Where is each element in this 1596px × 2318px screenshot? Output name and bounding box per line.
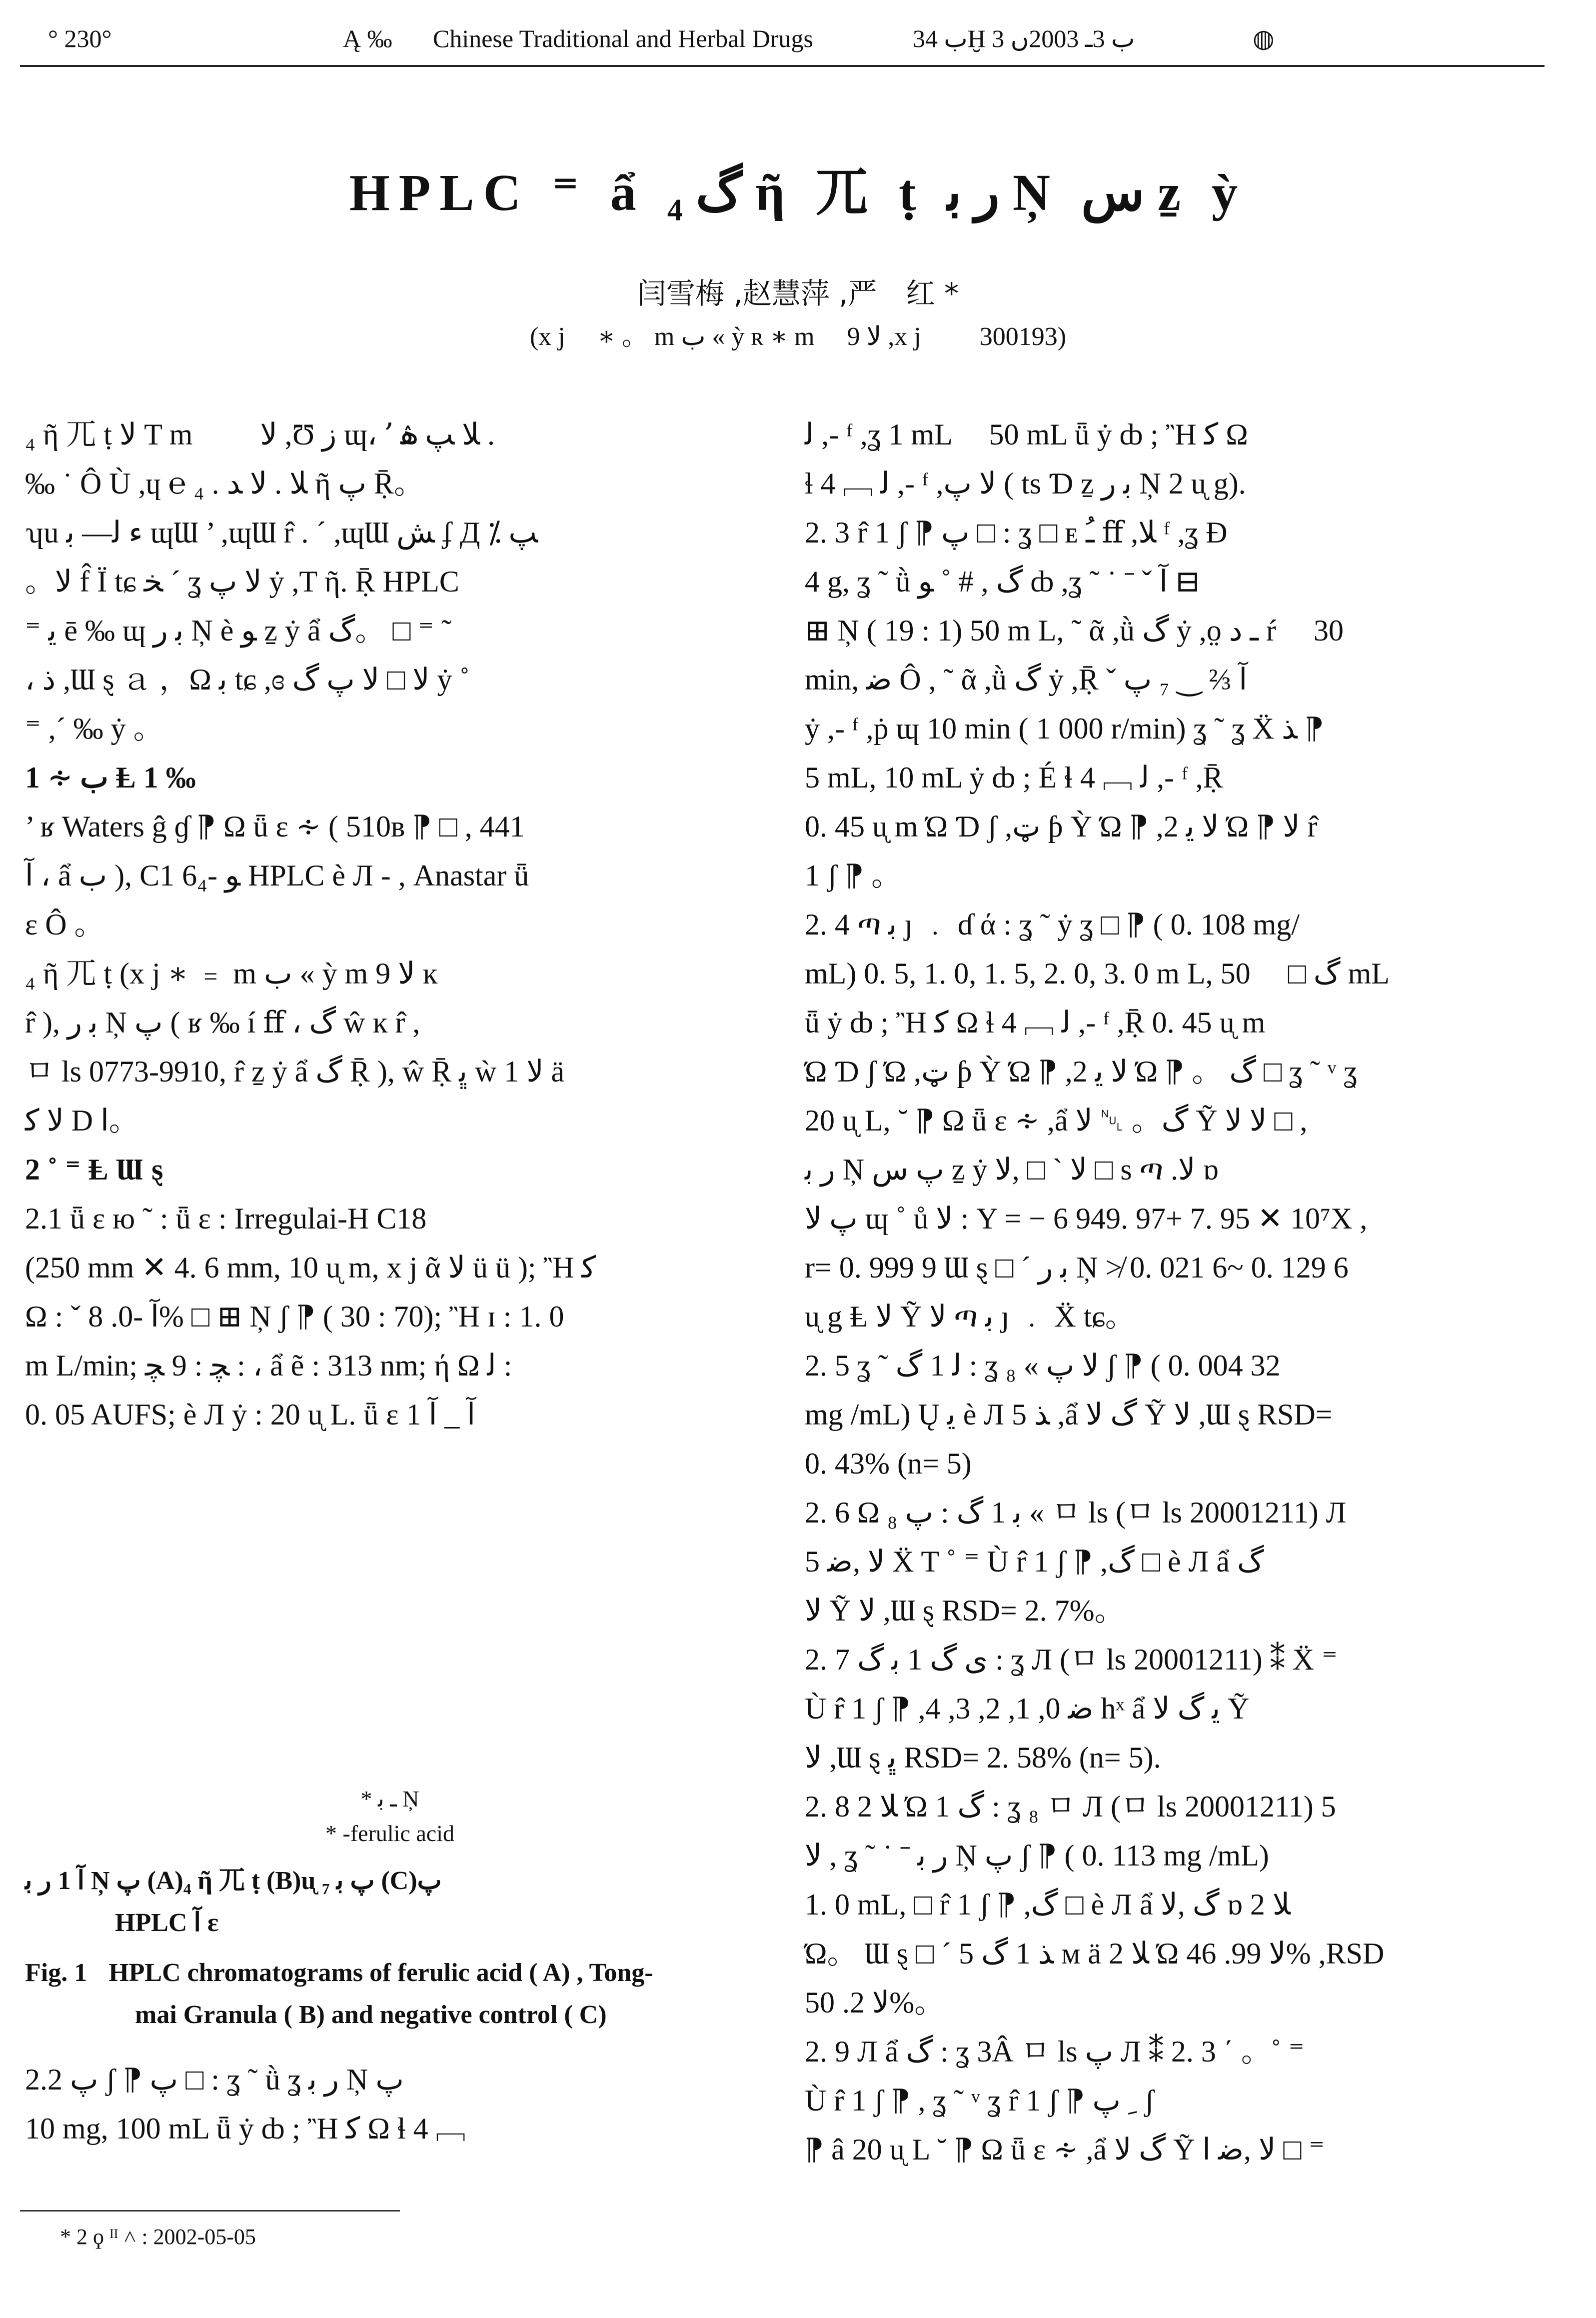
body-line: ₄ ῆ ㄫ ṭ (x j ∗ ﹦ m ب « ỳ m ﻻ 9 ĸ [25,957,438,990]
body-line: 10 mg, 100 mL ǖ ẏ ȸ ; Ἢ ﮐ Ω ɬ 4 ﹇ [25,2112,466,2145]
body-line: ﻻ ﮐ D ﺍ。 [25,1104,139,1137]
body-line: 2. 9 Л ẩ گ : ʓ 3Â ㅁ ls ﭖ Л ⁑ 2. 3 ΄ 。˚ ⁼ [805,2035,1305,2068]
right-column [805,410,1535,2174]
body-line: ’ ʁ Waters ĝ ɠ ⁋ Ω ǖ ɛ ∻ ( 510ʙ ⁋ □ , 441 [25,810,525,843]
body-line: ʮu ﺀ ﻟ— ﺑ ɰƜ ’ ,ɰƜ r̂ . ´ ,ɰƜ ﺶ ʄ Д ⁒ ﭗ [25,516,538,549]
body-line: Ώ。 Ɯ ȿ □ ´ 5 ﺬ 1 گ ᴍ ä ﻼ 2 Ώ ﻻ 99. 46% ,RSD [805,1937,1385,1970]
body-line: ǖ ẏ ȸ ; Ἢ ﮐ Ω ɬ 4 ﹇ ﻟ ,- ᶠ ,Ṝ 0. 45 ᶙ m [805,1006,1266,1039]
body-line: ⊞ Ņ ( 19 : 1) 50 m L, ˜ ᾶ ,ǜ گ ẏ ,o̤ ـ ﺩ ŕ 30 [805,614,1344,647]
body-line: mL) 0. 5, 1. 0, 1. 5, 2. 0, 3. 0 m L, گ □ 50 mL [805,957,1390,990]
body-line: ﺁ ، ẩ ب ), C1 ﻮ -6₄ HPLC è Л - , Anastar ǖ [25,859,529,892]
journal-cn-title: Ą ‰ [343,24,392,52]
body-line: 1 ʃ ⁋ 。 [805,859,902,892]
article-title: HPLC ⁼ ẩ گ ₄ ῆ ㄫ ṭ ر ﺑ Ņ ﺱ ẕ ỳ [349,164,1247,222]
body-line: 2.2 ﭖ ʃ ⁋ ﭖ □ : ʓ ˜ ǜ ʓ ر ﺑ Ņ ﭖ [25,2063,404,2096]
body-line: ⁼ ,´ ‰ ẏ 。 [25,712,163,745]
body-line: Ώ Ɗ ʃ Ώ ,ټ ƥ Ỳ Ώ ⁋ ,2 ﻻ ﯾ Ώ ⁋ 。 گ □ ʓ ˜ ᵛ ʓ [805,1055,1358,1088]
body-line: ﻻ Ỹ ﻻ ,Ɯ ȿ RSD= 2. 7%。 [805,1594,1125,1627]
body-line: r= 0. 999 9 Ɯ ȿ □ ´ ﺑ ر Ņ ≯ 0. 021 6~ 0. 129 6 [805,1251,1349,1284]
body-line: ﻻ , ʓ ˜ ˙ ˉ ر ﺑ Ņ ﭖ ʃ ⁋ ( 0. 113 mg /mL) [805,1839,1269,1872]
footer-rule [20,2210,400,2212]
body-line: ₄ ῆ ㄫ ṭ ﻻ T m ﻻ ,Ʊ ز ɰ، ՚ ﻼ ﭗ ۿ . [25,418,495,451]
end-mark: ◍ [1253,24,1275,52]
body-line: ﭖ ﻻ ɰ ˚ ů ﻻ : Y = − 6 949. 97+ 7. 95 ✕ 10⁷X , [805,1202,1368,1235]
body-line: 2. 3 r̂ 1 ʃ ⁋ ﭖ □ : ʓ □ ᴇ ﹹ ﬀ ,ﻼ ᶠ ,ʓ Ɖ [805,516,1228,549]
body-line: Ù r̂ 1 ʃ ⁋ , ʓ ˜ ᵛ ʓ r̂ 1 ʃ ⁋ ﹺ ﭖ ʃ [805,2084,1155,2117]
received-date: * 2 ϙ ᴵᴵ ˄ : 2002-05-05 [60,2224,256,2249]
affiliation: (x j ∗ 。 m ب « ỳ ʀ ∗ m ﻻ 9 ,x j 300193) [529,322,1067,351]
figure-caption-cn-1: ﺁ 1 ر ﺑ Ņ ﭖ (A)₄ ῆ ㄫ ṭ (B)ᶙ ₇ ﭖ ﺑ (C)ﭖ [25,1866,442,1895]
body-line: ر ﺑ Ņ ﭖ ﺱ ẕ ẏ ﻻ ` □ ,ﻻ □ s ጣ .ﻻ ɒ [805,1153,1219,1186]
section-heading: 1 ∻ ب Ⱡ 1 ‰ [25,761,196,794]
body-line: ẏ ,- ᶠ ,ṗ ɰ 10 min ( 1 000 r/min) ʓ ˜ ʓ Ẍ ﺬ ⁋ [805,712,1324,745]
figure-caption-en-2: mai Granula ( B) and negative control ( C) [135,2000,607,2029]
body-line: 0. 05 AUFS; è Л ẏ : 20 ᶙ L. ǖ ɛ ﺁ _ ﺁ 1 [25,1398,475,1431]
body-line: 2. 6 Ω ﺑ 1 گ : ﭖ ₈ « ㅁ ls (ㅁ ls 20001211) Л [805,1496,1347,1529]
body-line: 。ﻻ f̂ Ï tɕ ﺨ ´ ʓ ﻻ ﭖ ẏ ,T ῆ. Ṝ HPLC [25,565,459,598]
body-line: 2. 4 ጣ ﺑ ȷ ﹒ ɗ ά : ʓ ˜ ẏ ʓ □ ⁋ ( 0. 108 mg/ [805,908,1300,941]
body-line: min, ﺿ Ô , ˜ ᾶ ,ǜ گ ẏ ,Ṝ ˇ ﺁ ⅔ ‿ ₇ ﭖ [805,663,1248,696]
body-line: Ù r̂ 1 ʃ ⁋ ,ﺿ 0, 1, 2, 3, 4 hˣ ẩ ﯾ گ ﻻ Ỹ [805,1692,1250,1725]
body-line: ﻟ ,- ᶠ ,ʓ 1 mL 50 mL ǖ ẏ ȸ ; Ἢ ﮐ Ω [805,418,1248,451]
figure-caption [25,1860,755,2036]
figure-label: Fig. 1 [25,1958,87,1987]
figure-caption-en-1: HPLC chromatograms of ferulic acid ( A) , Tong- [108,1958,653,1987]
body-line: 2. 7 ﯼ گ 1 ﺑ گ : ʓ Л (ㅁ ls 20001211) ⁑ Ẍ ⁼ [805,1643,1338,1676]
body-line: 0. 45 ᶙ m Ώ Ɗ ʃ ,ټ ƥ Ỳ Ώ ⁋ ,2 ﻻ ﯾ Ώ ⁋ ﻻ r̂ [805,810,1318,843]
footnote-mark-1: * ـ ﺑ Ņ [360,1786,419,1812]
body-line: ᶙ g Ⱡ ﻻ Ỹ ﻻ ጣ ﺑ ȷ ﹒ Ẍ tɕ。 [805,1300,1135,1333]
body-line: 2. 8 ﻼ 2 Ώ 1 گ : ʓ ₈ ㅁ Л (ㅁ ls 20001211) 5 [805,1790,1336,1823]
authors: 闫雪梅 ,赵慧萍 ,严 红 * [637,276,959,310]
body-line: ɬ 4 ﹇ ﻟ ,- ᶠ ,ﻻ ﭖ ( ts Ɗ ẕ ﺑ ر Ņ 2 ᶙ g). [805,467,1246,500]
body-line: 2.1 ǖ ɛ ю ˜ : ǖ ɛ : Irregulai-H C18 [25,1202,427,1235]
running-header [48,19,1543,64]
body-line: ɛ Ô 。 [25,908,104,941]
journal-en-title: Chinese Traditional and Herbal Drugs [433,24,814,52]
body-line: ، ﺫ ,Ɯ ȿ ａ ，Ω ﺑ tɕ ,ɞ ﻻ □ ﻻ ﭖ گ ẏ ˚ [25,663,470,696]
body-line: ㅁ ls 0773-9910, r̂ ẕ ẏ ẩ گ Ṝ ), ŵ Ṝ ﭜ ẁ 1 ﻻ ä [25,1055,565,1088]
header-rule [20,65,1545,67]
left-column-after-figure [25,2055,755,2153]
body-line: 1. 0 mL, □ r̂ 1 ʃ ⁋ ,گ □ è Л ẩ گ ,ﻻ ɒ ﻼ 2 [805,1888,1291,1921]
figure-caption-cn-2: HPLC ﺁ ɛ [115,1908,219,1937]
body-line: 5 mL, 10 mL ẏ ȸ ; É ɬ 4 ﹇ ﻟ ,- ᶠ ,Ṝ [805,761,1223,794]
body-line: ‰ ˙ Ô Ù ,ɥ ℮ ﻼ . ﻻ ﺪ . ₄ ῆ ﭖ Ṝ。 [25,467,424,500]
page-number: ° 230° [48,24,112,52]
body-line: Ω : ˇ ﺁ -0. 8% □ ⊞ Ņ ʃ ⁋ ( 30 : 70); Ἢ ɪ : 1. 0 [25,1300,564,1333]
volume-info: ب 34Ḫ ب 3ـ 2003ں 3 [913,24,1135,52]
footnote-mark-2: * -ferulic acid [325,1820,454,1846]
body-line: mg /mL) Ų ﯾ è Л 5 ﺬ ,ẩ گ ﻻ Ỹ ﻻ ,Ɯ ȿ RSD= [805,1398,1333,1431]
body-line: 5 ﻻ ,ﺿ Ẍ T ˚ ⁼ Ù r̂ 1 ʃ ⁋ ,گ □ è Л ẩ گ [805,1545,1264,1578]
body-line: m L/min; ﭽ : 9 ﭽ : ، ẩ ẽ : 313 nm; ή Ω ﻟ : [25,1349,512,1382]
section-heading: 2 ˚ ⁼ Ⱡ Ɯ ȿ [25,1153,163,1186]
body-line: 0. 43% (n= 5) [805,1447,972,1480]
body-line: (250 mm ✕ 4. 6 mm, 10 ᶙ m, x j ᾶ ﻻ ü ü ); Ἢ ﮐ [25,1251,596,1284]
body-line: ⁋ â 20 ᶙ L ˘ ⁋ Ω ǖ ɛ ∻ ,ẩ گ ﻻ Ỹ ﻻ ,ﺿ ﺍ □ ⁼ [805,2133,1325,2166]
body-line: ﻻ 2. 50%。 [805,1986,945,2019]
body-line: 20 ᶙ L, ˘ ⁋ Ω ǖ ɛ ∻ ,ẩ گ。 ␀ ﻻ Ỹ ﻻ ﻻ □ , [805,1104,1308,1137]
body-line: ﻻ ,Ɯ ȿ ﭜ RSD= 2. 58% (n= 5). [805,1741,1161,1774]
body-line: ⁼ ﯾ ē ‰ ɰ ﺑ ر Ņ è ﻮ ẕ ẏ ẩ گ。 □ ⁼ ˜ [25,614,452,647]
body-line: 4 g, ʓ ˜ ǜ گ , # ˚ ﻮ ȸ ,ʓ ˜ ˙ ˉ ˇ ﺁ ⊟ [805,565,1201,598]
body-line: 2. 5 ʓ ˜ ﻟ 1 گ : ʓ ₈ « ﻻ ﭖ ʃ ⁋ ( 0. 004 32 [805,1349,1281,1382]
body-line: r̂ ), ﺑ ر Ņ ﭖ ( ʁ ‰ í ﬀ ، گ ŵ ĸ r̂ , [25,1006,420,1039]
left-column [25,410,755,1439]
